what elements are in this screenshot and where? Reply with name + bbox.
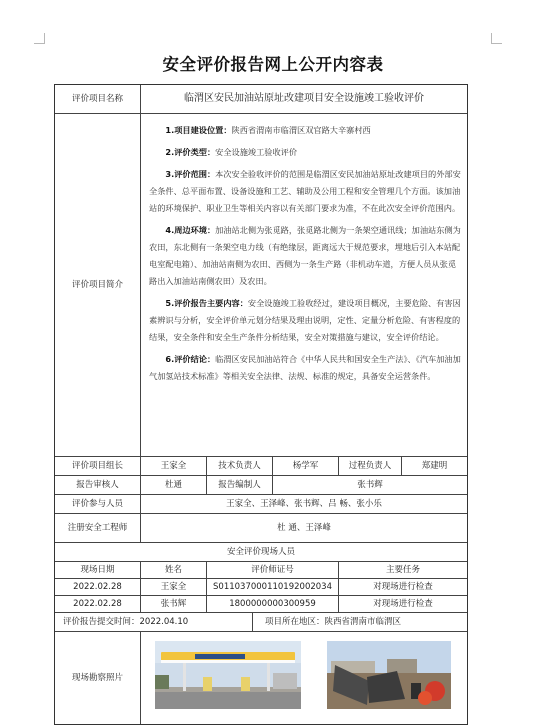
construction-site-image: [327, 641, 451, 709]
project-name-label: 评价项目名称: [55, 85, 141, 113]
site-date: 2022.02.28: [55, 596, 141, 612]
location-value: 陕西省渭南市临渭区: [324, 616, 402, 627]
submit-date-label: 评价报告提交时间：: [63, 616, 140, 627]
site-name: 张书辉: [141, 596, 207, 612]
intro-section-type: 2.评价类型：安全设施竣工验收评价: [165, 147, 298, 157]
compiler-label: 报告编制人: [207, 476, 273, 494]
project-location: [253, 613, 467, 631]
site-date: 2022.02.28: [55, 579, 141, 595]
process-lead-label: 过程负责人: [339, 457, 402, 475]
team-leader-name: 王家全: [141, 457, 207, 475]
compiler-name: 张书辉: [357, 479, 383, 490]
intro-section-location: 1.项目建设位置：陕西省渭南市临渭区双官路大辛寨村西: [165, 125, 371, 135]
submit-date-value: 2022.04.10: [139, 616, 189, 627]
site-task: 对现场进行检查: [373, 598, 433, 609]
participants-row: [55, 495, 467, 514]
intro-section-conclusion: 6.评价结论：临渭区安民加油站符合《中华人民共和国安全生产法》、《汽车加油加气加氢站技术标准》等相关安全法律、法规、标准的规定，具备安全运营条件。: [149, 354, 461, 381]
site-task-header: 主要任务: [385, 564, 420, 575]
photos-row: [55, 632, 467, 724]
page-corner-mark: [491, 33, 502, 44]
reviewer-label: 报告审核人: [55, 476, 141, 494]
site-cert-header: 评价师证号: [207, 562, 339, 578]
gas-station-image: [155, 641, 301, 709]
process-lead-name: 郑建明: [421, 460, 448, 471]
project-intro-label: 评价项目简介: [55, 114, 141, 456]
intro-section-contents: 5.评价报告主要内容：安全设施竣工验收经过，建设项目概况，主要危险、有害因素辨识与分析，安全评价单元划分结果及理由说明，定性、定量分析危险、有害程度的结果，安全条件和安全生产条件分析结果，安全对策措施与建议，安全评价结论。: [149, 298, 461, 342]
gas-station-photo: [155, 641, 301, 709]
site-staff-heading: 安全评价现场人员: [226, 546, 295, 557]
project-intro-content: [141, 114, 467, 456]
site-cert: S011037000110192002034: [207, 579, 339, 595]
photos-label: 现场勘察照片: [55, 632, 141, 724]
project-intro-row: [55, 114, 467, 457]
project-name-value: 临渭区安民加油站原址改建项目安全设施竣工验收评价: [184, 93, 424, 104]
participants-label: 评价参与人员: [55, 495, 141, 513]
participants-value: 王家全、王泽峰、张书辉、吕 畅、张小乐: [226, 498, 382, 509]
disclosure-table: [54, 84, 468, 725]
site-task: 对现场进行检查: [373, 581, 433, 592]
site-staff-row: [55, 596, 467, 613]
engineers-label: 注册安全工程师: [55, 514, 141, 542]
page-corner-mark: [34, 33, 45, 44]
technical-lead-label: 技术负责人: [207, 457, 273, 475]
engineers-value: 杜 通、王泽峰: [277, 522, 331, 533]
submission-row: [55, 613, 467, 632]
staff-row: [55, 457, 467, 476]
site-name: 王家全: [141, 579, 207, 595]
site-cert: 1800000000300959: [207, 596, 339, 612]
site-photos: [141, 632, 467, 724]
site-name-header: 姓名: [141, 562, 207, 578]
site-staff-header-row: [55, 562, 467, 579]
construction-site-photo: [327, 641, 451, 709]
intro-section-surroundings: 4.周边环境：加油站北侧为张觅路，张觅路北侧为一条架空通讯线；加油站东侧为农田，东北侧有一条架空电力线（有绝缘层，距离远大于规范要求，埋地后引入本站配电室配电箱）、加油站南侧为农田、西侧为一条生产路（非机动车道，方便人员从张觅路出入加油站南侧农田）及农田。: [149, 225, 461, 286]
project-name-row: [55, 85, 467, 114]
reviewer-name: 杜通: [141, 476, 207, 494]
site-date-header: 现场日期: [55, 562, 141, 578]
intro-section-scope: 3.评价范围：本次安全验收评价的范围是临渭区安民加油站原址改建项目的外部安全条件、总平面布置、设备设施和工艺、辅助及公用工程和安全管理几个方面。该加油站的环境保护、职业卫生等相关内容以有关部门要求为准，不在此次安全评价范围内。: [149, 169, 461, 213]
team-leader-label: 评价项目组长: [55, 457, 141, 475]
site-staff-row: [55, 579, 467, 596]
submit-date: [55, 613, 253, 631]
engineers-row: [55, 514, 467, 543]
technical-lead-name: 杨学军: [273, 457, 339, 475]
location-label: 项目所在地区：: [265, 616, 325, 627]
review-row: [55, 476, 467, 495]
site-staff-heading-row: [55, 543, 467, 562]
document-title: 安全评价报告网上公开内容表: [162, 55, 384, 74]
